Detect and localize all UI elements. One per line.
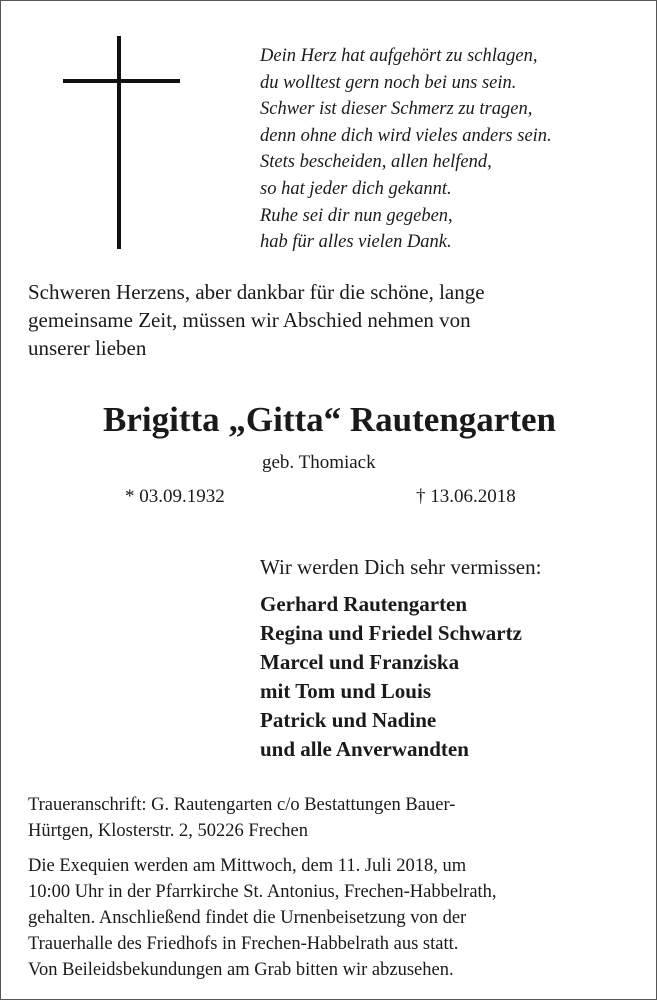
cross-vertical-bar — [117, 36, 121, 249]
birth-date: * 03.09.1932 — [125, 486, 225, 507]
poem-line: denn ohne dich wird vieles anders sein. — [260, 125, 552, 146]
poem-line: so hat jeder dich gekannt. — [260, 178, 452, 199]
deceased-name: Brigitta „Gitta“ Rautengarten — [103, 400, 556, 439]
cross-horizontal-bar — [63, 79, 180, 83]
funeral-line: Die Exequien werden am Mittwoch, dem 11. Juli 2018, um — [28, 856, 467, 876]
poem-line: du wolltest gern noch bei uns sein. — [260, 72, 517, 93]
poem-line: Schwer ist dieser Schmerz zu tragen, — [260, 99, 533, 120]
mourner-name: Regina und Friedel Schwartz — [260, 621, 522, 645]
poem-line: hab für alles vielen Dank. — [260, 232, 452, 253]
intro-line: unserer lieben — [28, 336, 147, 360]
mourners-heading: Wir werden Dich sehr vermissen: — [260, 555, 542, 579]
mourning-address — [28, 792, 638, 844]
poem-line: Dein Herz hat aufgehört zu schlagen, — [260, 46, 538, 66]
funeral-details — [28, 853, 638, 983]
mourner-name: Gerhard Rautengarten — [260, 592, 468, 616]
funeral-line: 10:00 Uhr in der Pfarrkirche St. Antonius, Frechen-Habbelrath, — [28, 882, 497, 902]
poem-line: Ruhe sei dir nun gegeben, — [260, 205, 453, 226]
death-date: † 13.06.2018 — [416, 486, 516, 507]
birth-name: geb. Thomiack — [262, 452, 376, 473]
memorial-poem — [260, 43, 640, 256]
mourner-name: Marcel und Franziska — [260, 650, 460, 674]
address-line: Traueranschrift: G. Rautengarten c/o Bestattungen Bauer- — [28, 795, 456, 815]
mourner-name: Patrick und Nadine — [260, 708, 437, 732]
mourner-name: und alle Anverwandten — [260, 737, 469, 761]
address-line: Hürtgen, Klosterstr. 2, 50226 Frechen — [28, 821, 309, 841]
intro-line: gemeinsame Zeit, müssen wir Abschied nehmen von — [28, 308, 471, 332]
intro-line: Schweren Herzens, aber dankbar für die schöne, lange — [28, 280, 485, 304]
mourners-list — [260, 590, 522, 764]
poem-line: Stets bescheiden, allen helfend, — [260, 152, 492, 173]
intro-text — [28, 278, 628, 362]
funeral-line: Von Beileidsbekundungen am Grab bitten wir abzusehen. — [28, 960, 454, 980]
mourner-name: mit Tom und Louis — [260, 679, 431, 703]
funeral-line: Trauerhalle des Friedhofs in Frechen-Habbelrath aus statt. — [28, 934, 459, 954]
funeral-line: gehalten. Anschließend findet die Urnenbeisetzung von der — [28, 908, 467, 928]
